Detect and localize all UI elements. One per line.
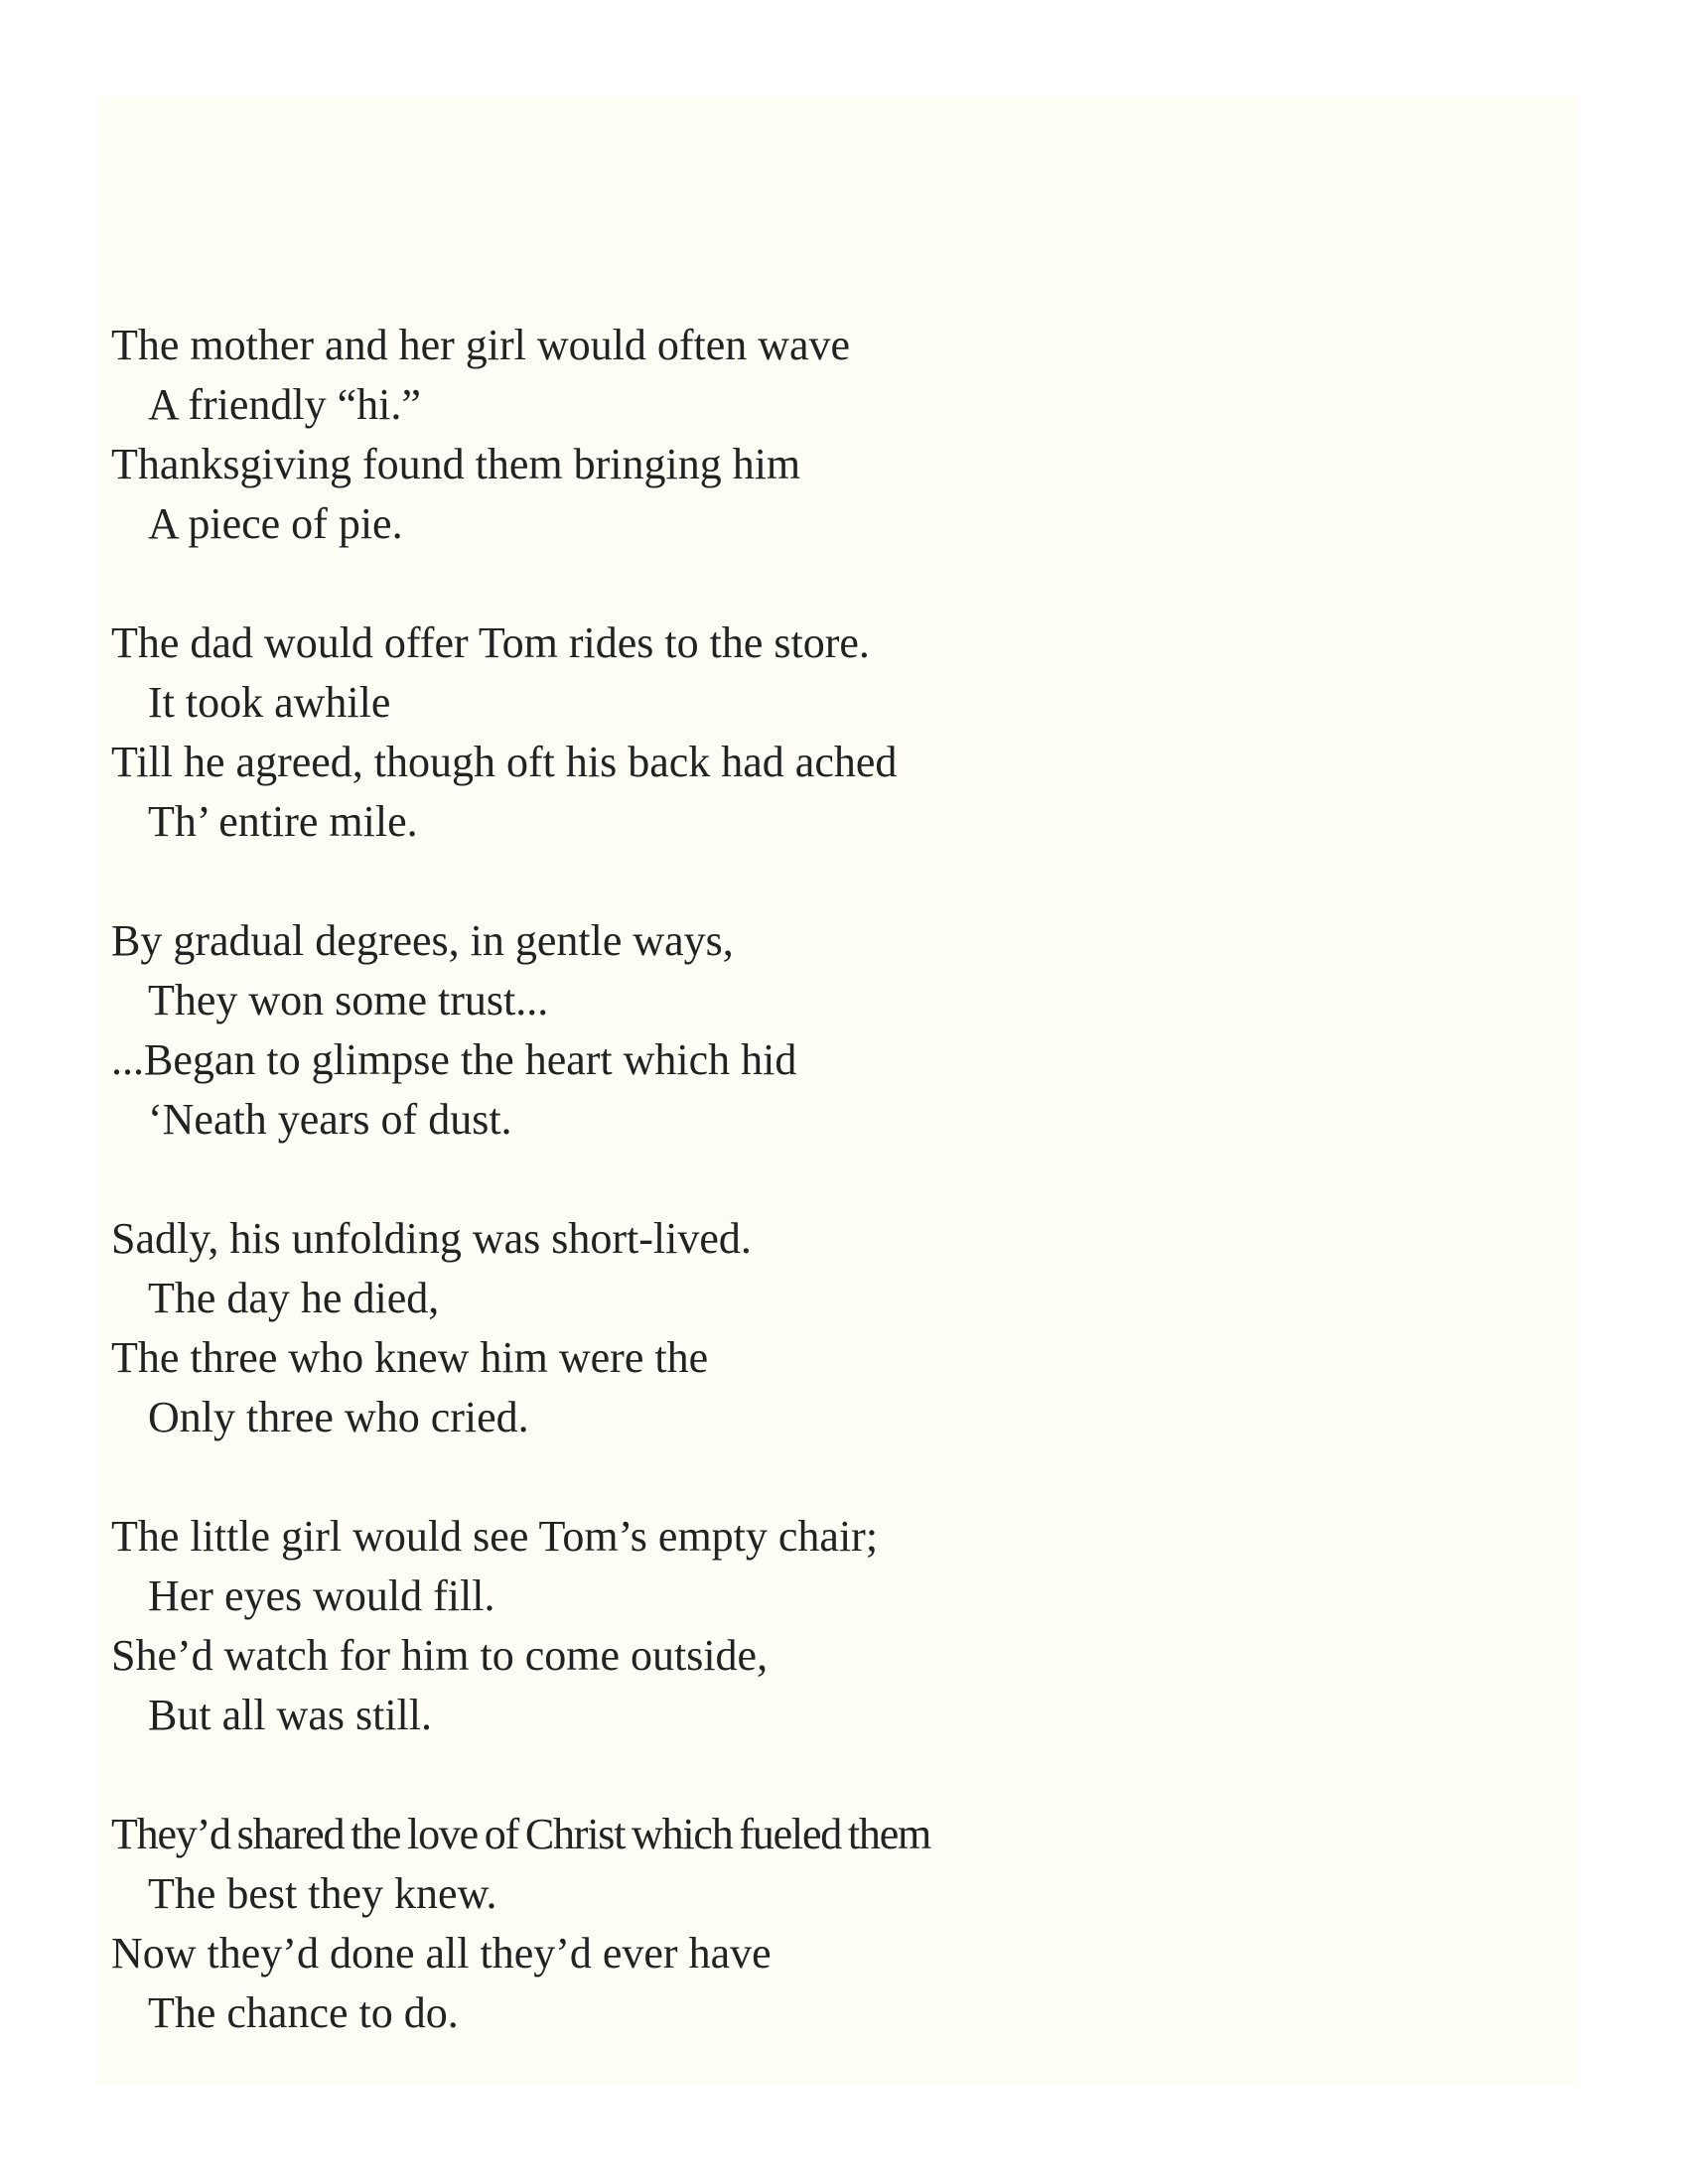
poem-line: They’d shared the love of Christ which fueled them [111, 1810, 931, 1858]
poem-line: Sadly, his unfolding was short-lived. [111, 1214, 752, 1263]
poem-line: Only three who cried. [148, 1393, 529, 1441]
stanza-6 [111, 1805, 1501, 2043]
poem-line: A friendly “hi.” [148, 380, 421, 429]
poem-line: Her eyes would fill. [148, 1571, 495, 1620]
poem-line: By gradual degrees, in gentle ways, [111, 916, 734, 965]
poem-line: The three who knew him were the [111, 1333, 709, 1382]
stanza-2 [111, 614, 1501, 852]
poem-line: The day he died, [148, 1274, 440, 1322]
poem-line: The best they knew. [148, 1869, 497, 1918]
poem-line: ...Began to glimpse the heart which hid [111, 1035, 797, 1084]
poem-line: Thanksgiving found them bringing him [111, 440, 801, 488]
poem-line: The dad would offer Tom rides to the store. [111, 618, 870, 667]
poem-line: The chance to do. [148, 1988, 459, 2037]
poem-line: The little girl would see Tom’s empty chair; [111, 1512, 879, 1561]
poem-line: Th’ entire mile. [148, 797, 418, 846]
stanza-5 [111, 1507, 1501, 1745]
poem-line: Now they’d done all they’d ever have [111, 1929, 772, 1978]
poem-line: She’d watch for him to come outside, [111, 1631, 769, 1680]
poem-line: But all was still. [148, 1691, 432, 1739]
stanza-1 [111, 316, 1501, 554]
stanza-4 [111, 1209, 1501, 1447]
poem-line: A piece of pie. [148, 499, 403, 548]
poem-line: They won some trust... [148, 976, 549, 1024]
poem-line: Till he agreed, though oft his back had ached [111, 738, 898, 786]
stanza-3 [111, 911, 1501, 1150]
poem-line: It took awhile [148, 678, 391, 727]
poem-line: The mother and her girl would often wave [111, 321, 851, 369]
poem [111, 316, 1501, 2103]
poem-line: ‘Neath years of dust. [148, 1095, 512, 1144]
